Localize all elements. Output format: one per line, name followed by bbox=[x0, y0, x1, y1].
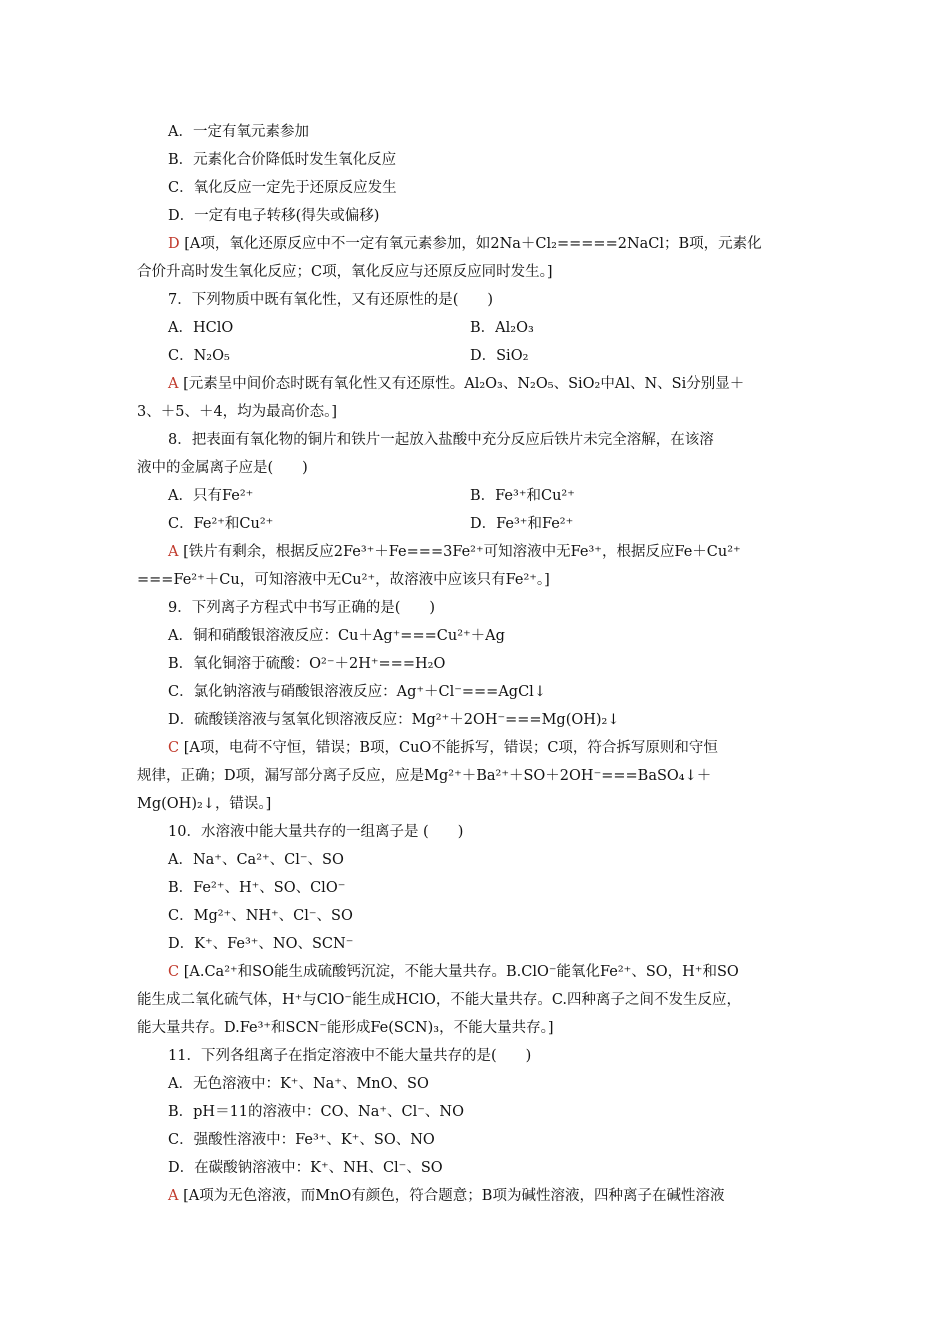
q11-option-b: B．pH＝11的溶液中：CO、Na⁺、Cl⁻、NO bbox=[168, 1104, 464, 1120]
q8-option-d: D．Fe³⁺和Fe²⁺ bbox=[470, 516, 574, 532]
q11-explanation-text-1: [A项为无色溶液，而MnO有颜色，符合题意；B项为碱性溶液，四种离子在碱性溶液 bbox=[183, 1188, 725, 1204]
q7-option-d: D．SiO₂ bbox=[470, 348, 529, 364]
q6-option-b: B．元素化合价降低时发生氧化反应 bbox=[168, 152, 397, 168]
q10-option-c: C．Mg²⁺、NH⁺、Cl⁻、SO bbox=[168, 908, 353, 924]
q7-option-b: B．Al₂O₃ bbox=[470, 320, 534, 336]
q6-explanation-line-1 bbox=[168, 234, 818, 254]
q10-explanation-line-3: 能大量共存。D.Fe³⁺和SCN⁻能形成Fe(SCN)₃，不能大量共存。] bbox=[137, 1020, 554, 1036]
q9-answer: C bbox=[168, 740, 180, 756]
q10-explanation-line-1 bbox=[168, 962, 818, 982]
q11-answer: A bbox=[168, 1188, 179, 1204]
q11-option-d: D．在碳酸钠溶液中：K⁺、NH、Cl⁻、SO bbox=[168, 1160, 443, 1176]
q7-option-a: A．HClO bbox=[168, 320, 234, 336]
q7-explanation-text-1: [元素呈中间价态时既有氧化性又有还原性。Al₂O₃、N₂O₅、SiO₂中Al、N、Si分别显＋ bbox=[183, 376, 745, 392]
q10-option-b: B．Fe²⁺、H⁺、SO、ClO⁻ bbox=[168, 880, 346, 896]
q7-answer: A bbox=[168, 376, 179, 392]
q11-explanation-line-1 bbox=[168, 1186, 818, 1206]
q9-explanation-text-1: [A项，电荷不守恒，错误；B项，CuO不能拆写，错误；C项，符合拆写原则和守恒 bbox=[183, 740, 718, 756]
q9-option-a: A．铜和硝酸银溶液反应：Cu＋Ag⁺===Cu²⁺＋Ag bbox=[168, 628, 505, 644]
q9-explanation-line-3: Mg(OH)₂↓，错误。] bbox=[137, 796, 272, 812]
q10-stem: 10．水溶液中能大量共存的一组离子是 ( ) bbox=[168, 824, 464, 840]
q10-explanation-line-2: 能生成二氧化硫气体，H⁺与ClO⁻能生成HClO，不能大量共存。C.四种离子之间不发生反应， bbox=[137, 992, 742, 1008]
q10-option-a: A．Na⁺、Ca²⁺、Cl⁻、SO bbox=[168, 852, 344, 868]
q10-option-d: D．K⁺、Fe³⁺、NO、SCN⁻ bbox=[168, 936, 354, 952]
q7-option-c: C．N₂O₅ bbox=[168, 348, 230, 364]
q8-explanation-text-1: [铁片有剩余，根据反应2Fe³⁺＋Fe===3Fe²⁺可知溶液中无Fe³⁺，根据反应Fe＋Cu²⁺ bbox=[183, 544, 741, 560]
q7-explanation-line-1 bbox=[168, 374, 818, 394]
q6-option-c: C．氧化反应一定先于还原反应发生 bbox=[168, 180, 397, 196]
q11-stem: 11．下列各组离子在指定溶液中不能大量共存的是( ) bbox=[168, 1048, 532, 1064]
q7-stem: 7．下列物质中既有氧化性，又有还原性的是( ) bbox=[168, 292, 494, 308]
q8-stem-line-2: 液中的金属离子应是( ) bbox=[137, 460, 308, 476]
q7-explanation-line-2: 3、＋5、＋4，均为最高价态。] bbox=[137, 404, 338, 420]
q8-option-a: A．只有Fe²⁺ bbox=[168, 488, 254, 504]
q8-answer: A bbox=[168, 544, 179, 560]
q6-explanation-text-1: [A项，氧化还原反应中不一定有氧元素参加，如2Na＋Cl₂=====2NaCl；B项，元素化 bbox=[184, 236, 762, 252]
q6-option-d: D．一定有电子转移(得失或偏移) bbox=[168, 208, 380, 224]
q9-option-d: D．硫酸镁溶液与氢氧化钡溶液反应：Mg²⁺＋2OH⁻===Mg(OH)₂↓ bbox=[168, 712, 620, 728]
q8-stem-line-1: 8．把表面有氧化物的铜片和铁片一起放入盐酸中充分反应后铁片未完全溶解，在该溶 bbox=[168, 432, 714, 448]
q8-option-b: B．Fe³⁺和Cu²⁺ bbox=[470, 488, 575, 504]
q6-explanation-line-2: 合价升高时发生氧化反应；C项，氧化反应与还原反应同时发生。] bbox=[137, 264, 553, 280]
q11-option-c: C．强酸性溶液中：Fe³⁺、K⁺、SO、NO bbox=[168, 1132, 435, 1148]
q9-stem: 9．下列离子方程式中书写正确的是( ) bbox=[168, 600, 436, 616]
q10-answer: C bbox=[168, 964, 180, 980]
q9-explanation-line-2: 规律，正确；D项，漏写部分离子反应，应是Mg²⁺＋Ba²⁺＋SO＋2OH⁻===BaSO₄↓＋ bbox=[137, 768, 712, 784]
q8-explanation-line-1 bbox=[168, 542, 818, 562]
q8-option-c: C．Fe²⁺和Cu²⁺ bbox=[168, 516, 274, 532]
q6-option-a: A．一定有氧元素参加 bbox=[168, 124, 309, 140]
q11-option-a: A．无色溶液中：K⁺、Na⁺、MnO、SO bbox=[168, 1076, 429, 1092]
q6-answer: D bbox=[168, 236, 180, 252]
q9-option-b: B．氧化铜溶于硫酸：O²⁻＋2H⁺===H₂O bbox=[168, 656, 446, 672]
q9-explanation-line-1 bbox=[168, 738, 818, 758]
q8-explanation-line-2: ===Fe²⁺＋Cu，可知溶液中无Cu²⁺，故溶液中应该只有Fe²⁺。] bbox=[137, 572, 550, 588]
q10-explanation-text-1: [A.Ca²⁺和SO能生成硫酸钙沉淀，不能大量共存。B.ClO⁻能氧化Fe²⁺、SO，H⁺和SO bbox=[183, 964, 739, 980]
q9-option-c: C．氯化钠溶液与硝酸银溶液反应：Ag⁺＋Cl⁻===AgCl↓ bbox=[168, 684, 546, 700]
